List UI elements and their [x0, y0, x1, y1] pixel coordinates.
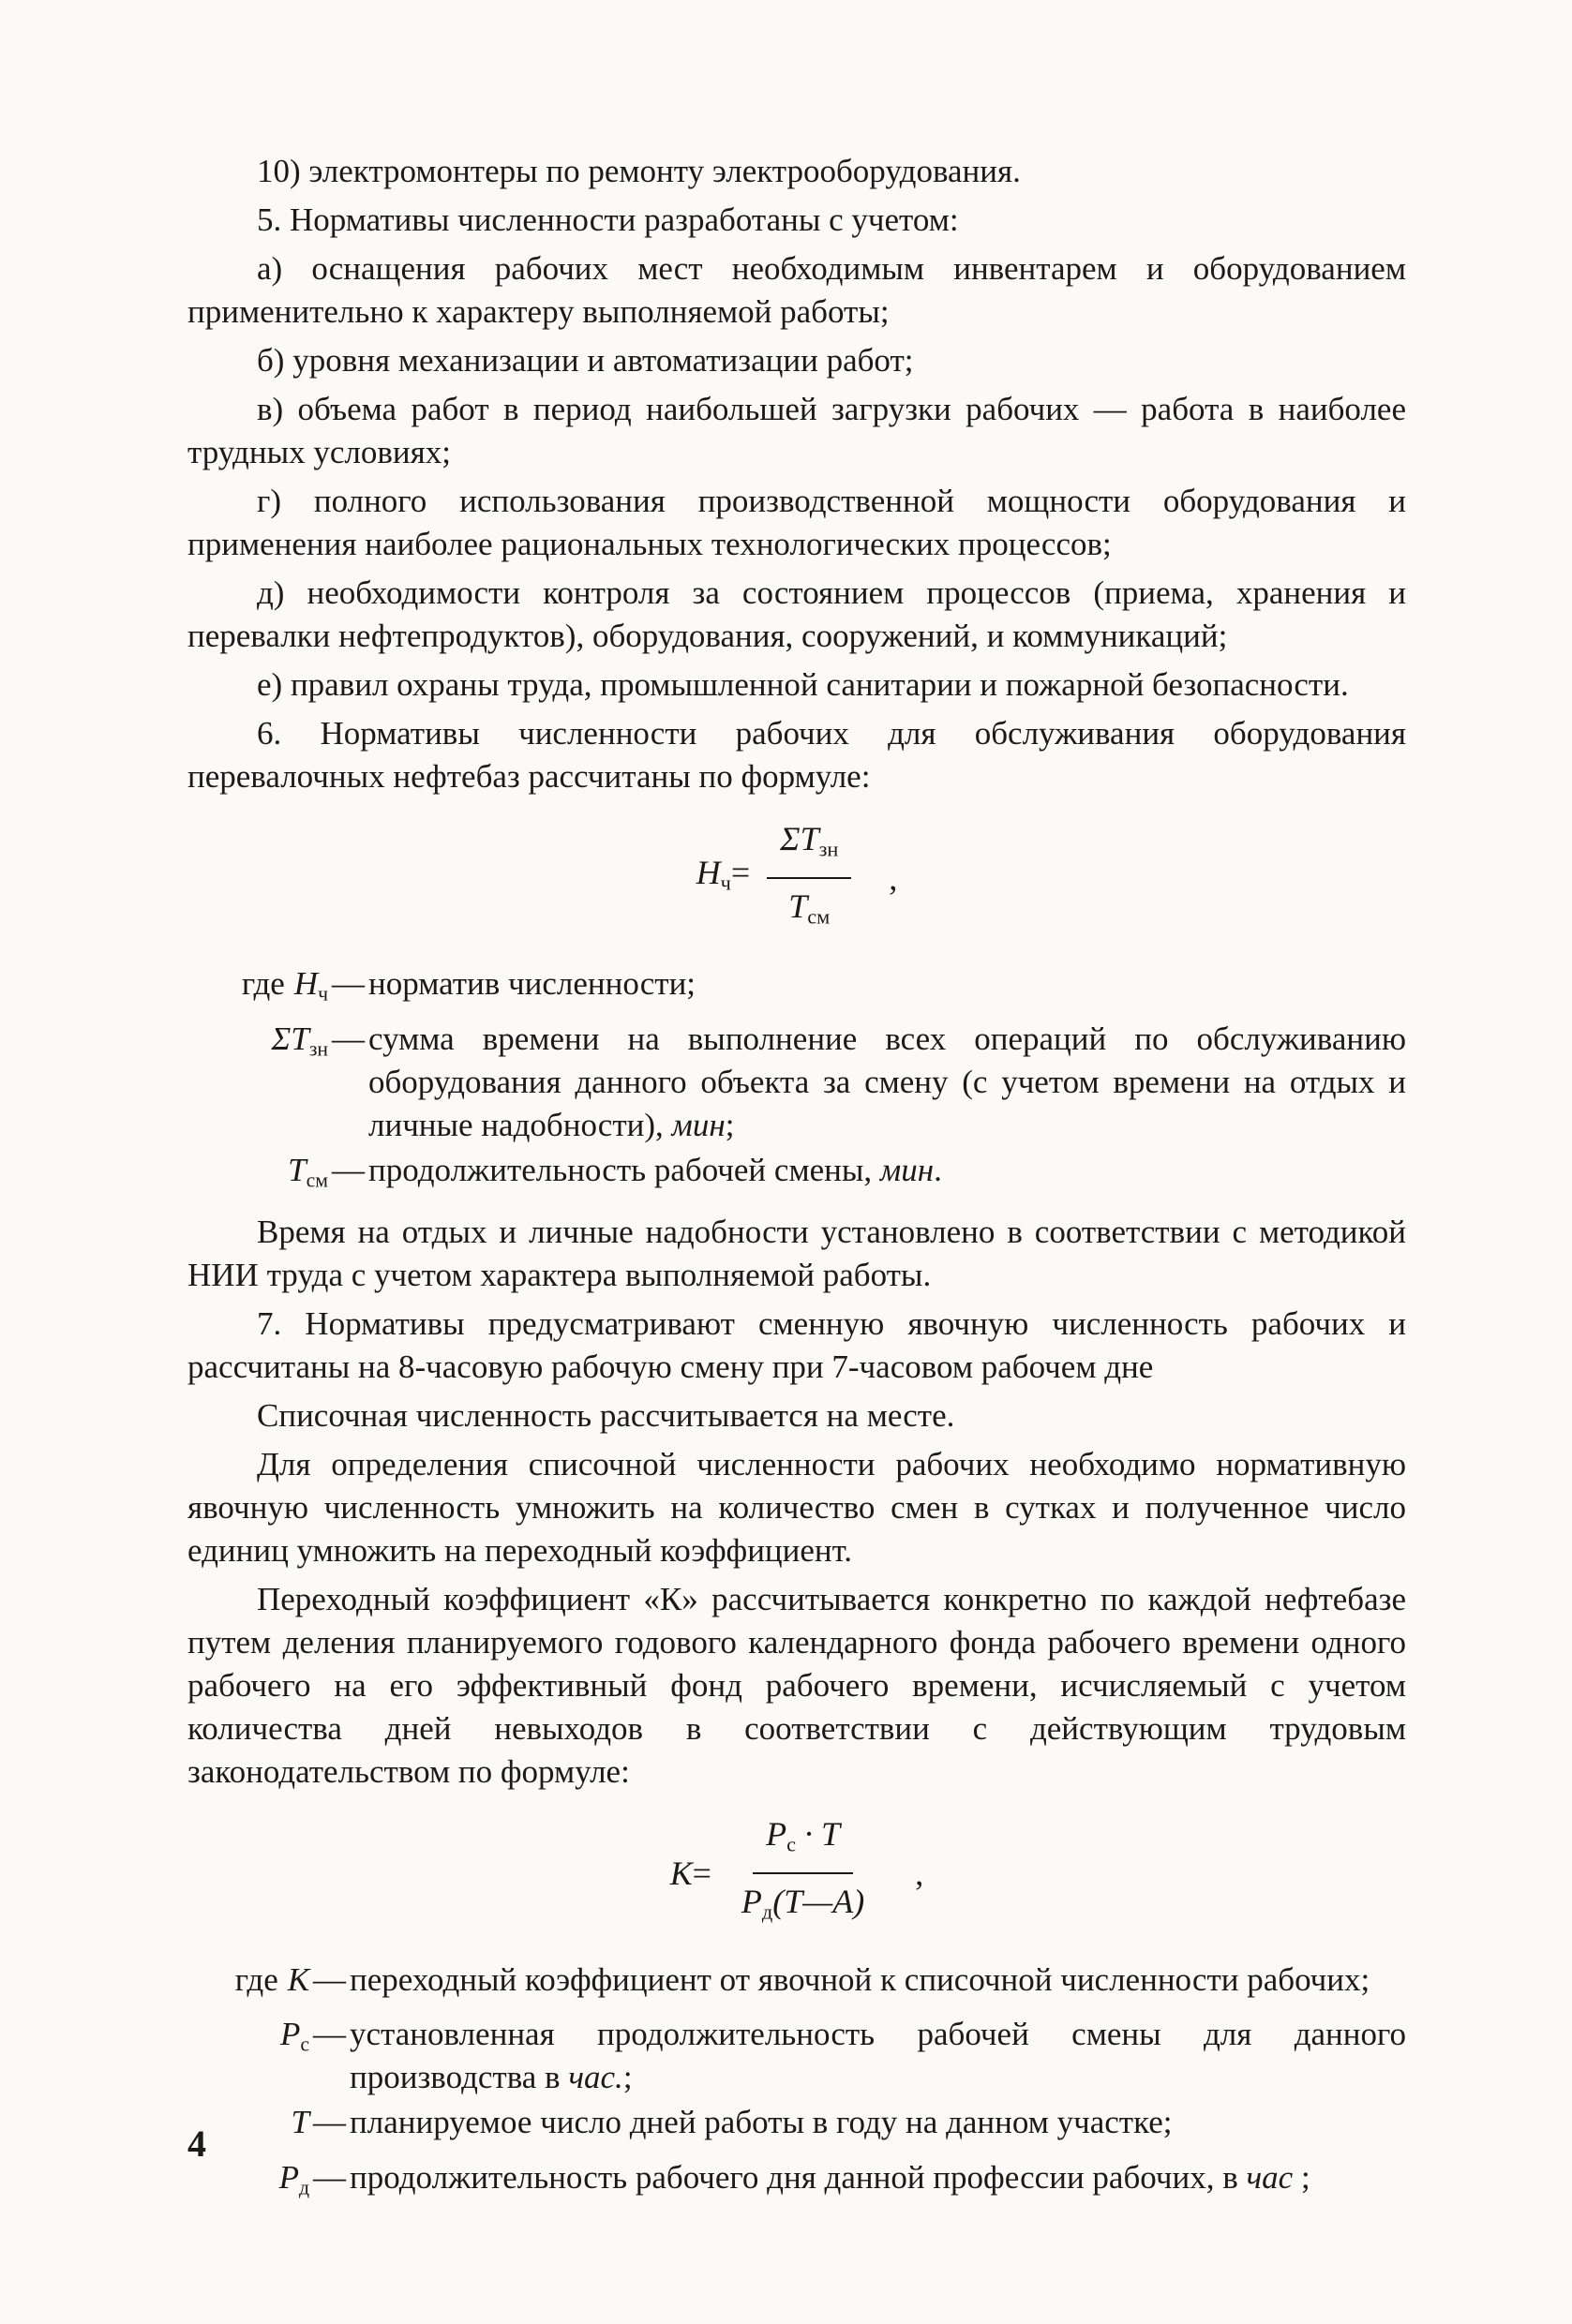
definition-text: планируемое число дней работы в году на данном участке;: [350, 2104, 1173, 2141]
formula-tail: ,: [889, 858, 898, 897]
paragraph: е) правил охраны труда, промышленной санитарии и пожарной безопасности.: [257, 666, 1349, 703]
paragraph: 5. Нормативы численности разработаны с учетом:: [257, 201, 959, 238]
definition-symbol: где $Н_ч$: [241, 965, 328, 1006]
formula-lhs: $Н_ч=$: [696, 853, 751, 895]
definition-dash: —: [332, 965, 365, 1003]
paragraph: Время на отдых и личные надобности установлено в соответствии с методикой НИИ труда с учетом характера выполняемой работы.: [187, 1214, 1406, 1294]
definition-dash: —: [313, 2016, 346, 2053]
definition-dash: —: [313, 1960, 346, 1998]
page-content: [187, 150, 1406, 2218]
definition-symbol: $Р_с$: [279, 2016, 309, 2056]
definition-symbol: $Р_д$: [278, 2158, 309, 2199]
paragraph: Переходный коэффициент «К» рассчитывается конкретно по каждой нефтебазе путем деления планируемого годового календарного фонда рабочего времени одного рабочего на его эффективный фонд рабочего времени, исчисляемый с учетом количества дней невыходов в соответствии с действующим трудовым законодательством по формуле:: [187, 1581, 1406, 1791]
formula-denominator: $Т_{см}$: [788, 886, 831, 929]
paragraphs-top: [187, 150, 1406, 798]
definition-row: [187, 1018, 1406, 1147]
definition-dash: —: [332, 1020, 365, 1057]
definition-text: продолжительность рабочего дня данной профессии рабочих, в час ;: [350, 2158, 1310, 2196]
formula-k: [187, 1812, 1406, 1933]
paragraph: Для определения списочной численности рабочих необходимо нормативную явочную численность умножить на количество смен в сутках и полученное число единиц умножить на переходный коэффициент.: [187, 1446, 1406, 1570]
formula-numerator: $\Sigma Т_{зн}$: [767, 817, 851, 879]
definitions-nch: [187, 962, 1406, 1201]
formula-fraction: [728, 1812, 877, 1933]
paragraph: 6. Нормативы численности рабочих для обслуживания оборудования перевалочных нефтебаз рассчитаны по формуле:: [187, 715, 1406, 795]
definition-row: [187, 2101, 1406, 2154]
definition-unit: мин: [671, 1106, 726, 1143]
definition-text: переходный коэффициент от явочной к списочной численности рабочих;: [350, 1960, 1370, 1998]
paragraph: в) объема работ в период наибольшей загрузки рабочих — работа в наиболее трудных условиях;: [187, 391, 1406, 470]
definition-unit: час: [1246, 2158, 1294, 2196]
definition-symbol: $Т_{см}$: [288, 1151, 328, 1192]
definition-row: [187, 1149, 1406, 1202]
formula-fraction: [767, 817, 851, 938]
definition-row: [187, 2013, 1406, 2099]
paragraph: а) оснащения рабочих мест необходимым инвентарем и оборудованием применительно к характеру выполняемой работы;: [187, 250, 1406, 330]
definition-row: [187, 2156, 1406, 2210]
paragraph: б) уровня механизации и автоматизации работ;: [257, 342, 914, 379]
definition-text: продолжительность рабочей смены, мин.: [368, 1151, 942, 1188]
formula-lhs: К=: [669, 1855, 711, 1893]
definitions-k: [187, 1959, 1406, 2210]
definition-row: [187, 1959, 1406, 2012]
definition-symbol: где К: [234, 1960, 309, 1998]
formula-tail: ,: [915, 1855, 924, 1893]
definition-symbol: $\Sigma Т_{зн}$: [271, 1020, 328, 1061]
paragraph: Списочная численность рассчитывается на месте.: [257, 1397, 955, 1435]
formula-numerator: $Р_с \cdot Т$: [753, 1812, 853, 1874]
definition-dash: —: [313, 2104, 346, 2141]
formula-nch: [187, 817, 1406, 938]
paragraph: 7. Нормативы предусматривают сменную явочную численность рабочих и рассчитаны на 8-часовую рабочую смену при 7-часовом рабочем дне: [187, 1305, 1406, 1386]
paragraph: г) полного использования производственной мощности оборудования и применения наиболее рациональных технологических процессов;: [187, 483, 1406, 562]
definition-row: [187, 962, 1406, 1016]
paragraphs-mid: [187, 1211, 1406, 1794]
definition-symbol: Т: [291, 2104, 309, 2141]
page-number: 4: [187, 2123, 206, 2165]
formula-denominator: $Р_д(Т—А)$: [741, 1883, 865, 1924]
paragraph: д) необходимости контроля за состоянием процессов (приема, хранения и перевалки нефтепродуктов), оборудования, сооружений, и коммуникаций;: [187, 574, 1406, 654]
definition-text: норматив численности;: [368, 965, 696, 1003]
definition-unit: час.: [568, 2059, 623, 2096]
definition-dash: —: [332, 1151, 365, 1188]
definition-dash: —: [313, 2158, 346, 2196]
definition-text: сумма времени на выполнение всех операций по обслуживанию оборудования данного объекта за смену (с учетом времени на отдых и личные надобности), мин;: [368, 1020, 1406, 1143]
definition-text: установленная продолжительность рабочей смены для данного производства в час.;: [350, 2016, 1406, 2096]
definition-unit: мин: [879, 1151, 935, 1188]
paragraph: 10) электромонтеры по ремонту электрооборудования.: [257, 153, 1021, 189]
